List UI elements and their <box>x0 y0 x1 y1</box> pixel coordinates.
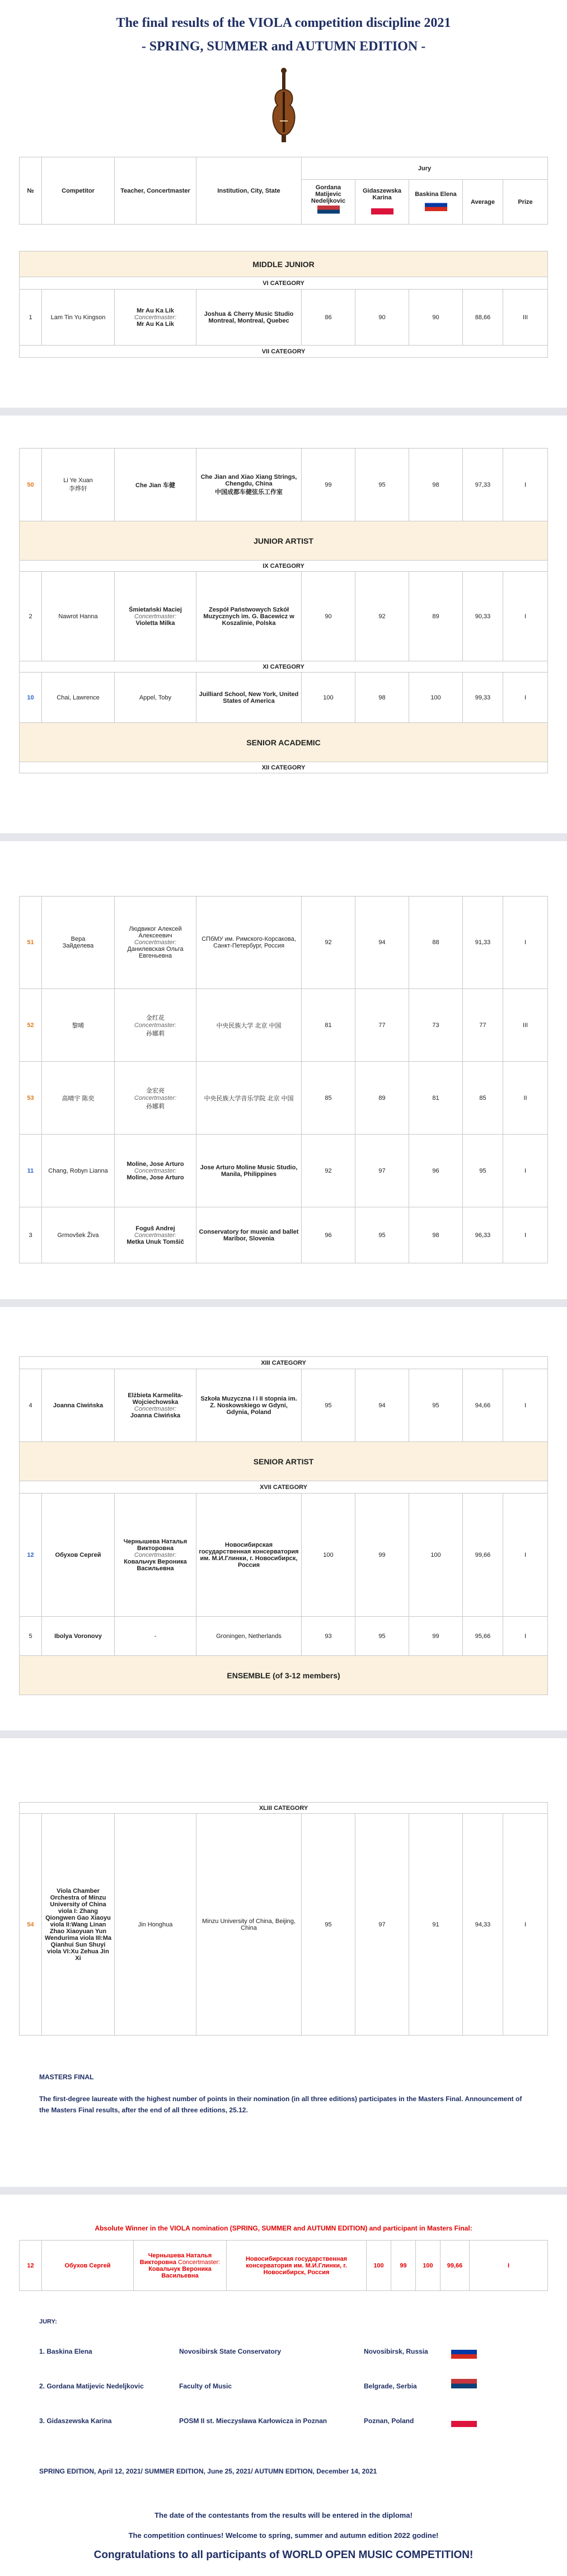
header-judge2: Gidaszewska Karina <box>362 188 402 201</box>
institution: Conservatory for music and ballet Maribor, Slovenia <box>196 1207 302 1263</box>
score-judge1: 99 <box>302 449 355 521</box>
prize: I <box>503 1494 548 1617</box>
header-jury: Jury <box>302 157 548 180</box>
score-judge3: 95 <box>409 1369 463 1442</box>
average-score: 96,33 <box>463 1207 503 1263</box>
concertmaster-name: 孙娜莉 <box>146 1103 165 1110</box>
score-judge2: 97 <box>355 1135 409 1207</box>
score-judge1: 100 <box>302 1494 355 1617</box>
competitor-name: Обухов Сергей <box>42 2241 134 2291</box>
category-xliii: XLIII CATEGORY <box>20 1803 548 1814</box>
concertmaster-name: Metka Unuk Tomšič <box>126 1238 184 1245</box>
score-judge3: 100 <box>409 673 463 723</box>
score-judge1: 95 <box>302 1814 355 2036</box>
group-ensemble: ENSEMBLE (of 3-12 members) <box>20 1656 548 1695</box>
row-no: 4 <box>20 1369 42 1442</box>
group-middle-junior: MIDDLE JUNIOR <box>20 251 548 277</box>
competitor-name: Chai, Lawrence <box>42 673 115 723</box>
section-divider <box>0 1730 567 1738</box>
average-score: 97,33 <box>463 449 503 521</box>
header-prize: Prize <box>503 180 548 225</box>
concertmaster-label: Concertmaster: <box>134 314 177 321</box>
score-judge3: 89 <box>409 572 463 661</box>
institution: Новосибирская государственная консерватория им. М.И.Глинки, г. Новосибирск, Россия <box>196 1494 302 1617</box>
prize: II <box>503 1062 548 1135</box>
prize: I <box>470 2241 548 2291</box>
institution: Juilliard School, New York, United States of America <box>196 673 302 723</box>
competition-continues-note: The competition continues! Welcome to spring, summer and autumn edition 2022 godine! <box>128 2531 439 2540</box>
russia-flag-icon <box>425 199 447 211</box>
row-no: 51 <box>20 897 42 989</box>
competitor-name: Lam Tin Yu Kingson <box>42 290 115 346</box>
teacher-name: Чернышева Наталья Викторовна <box>139 2252 212 2266</box>
institution: Joshua & Cherry Music Studio Montreal, Montreal, Quebec <box>196 290 302 346</box>
section-1-table <box>19 251 548 358</box>
table-row <box>20 897 548 989</box>
score-judge2: 95 <box>355 449 409 521</box>
competitor-name: Nawrot Hanna <box>42 572 115 661</box>
concertmaster-name: Ковальчук Вероника Васильевна <box>148 2265 212 2279</box>
table-row <box>20 1369 548 1442</box>
row-no: 52 <box>20 989 42 1062</box>
teacher-name: Foguš Andrej <box>135 1225 175 1232</box>
score-judge2: 94 <box>355 1369 409 1442</box>
prize: I <box>503 449 548 521</box>
section-divider <box>0 833 567 841</box>
institution: Новосибирская государственная консерватория им. М.И.Глинки, г. Новосибирск, Россия <box>227 2241 367 2291</box>
score-judge2: 95 <box>355 1207 409 1263</box>
competitor-name: Вера Зайделева <box>42 897 115 989</box>
concertmaster-label: Concertmaster: <box>134 939 177 946</box>
row-no: 5 <box>20 1617 42 1656</box>
table-row <box>20 1207 548 1263</box>
concertmaster-name: Данилевская Ольга Евгеньевна <box>127 946 184 959</box>
institution: Szkoła Muzyczna I i II stopnia im. Z. Noskowskiego w Gdyni, Gdynia, Poland <box>196 1369 302 1442</box>
average-score: 88,66 <box>463 290 503 346</box>
row-no: 12 <box>20 1494 42 1617</box>
competitor-name: Ibolya Voronovy <box>42 1617 115 1656</box>
group-junior-artist: JUNIOR ARTIST <box>20 521 548 561</box>
jury-member-name: 1. Baskina Elena <box>39 2348 92 2355</box>
average-score: 77 <box>463 989 503 1062</box>
concertmaster-name: Joanna Ciwińska <box>130 1412 181 1419</box>
prize: I <box>503 1207 548 1263</box>
category-xii: XII CATEGORY <box>20 762 548 773</box>
section-divider <box>0 2187 567 2195</box>
jury-member-name: 2. Gordana Matijevic Nedeljkovic <box>39 2382 144 2390</box>
prize: I <box>503 1135 548 1207</box>
concertmaster-label: Concertmaster: <box>134 613 177 620</box>
concertmaster-label: Concertmaster: <box>134 1094 177 1102</box>
masters-text: The first-degree laureate with the highest number of points in their nomination (in all three editions) participates in the Masters Final. Announcement of the Masters Final results, after the end of all three editions, 25.12. <box>39 2095 522 2114</box>
prize: III <box>503 989 548 1062</box>
row-no: 54 <box>20 1814 42 2036</box>
table-row <box>20 1814 548 2036</box>
jury-member-city: Poznan, Poland <box>364 2417 414 2425</box>
absolute-winner-heading: Absolute Winner in the VIOLA nomination (SPRING, SUMMER and AUTUMN EDITION) and participant in Masters Final: <box>95 2224 472 2232</box>
prize: III <box>503 290 548 346</box>
score-judge3: 73 <box>409 989 463 1062</box>
prize: I <box>503 1369 548 1442</box>
competitor-name: Viola Chamber Orchestra of Minzu University of China viola I: Zhang Qiongwen Gao Xiaoyu viola II:Wang Linan Zhao Xiaoyuan Yun Wendurima viola III:Ma Qianhui Sun Shuyi viola VI:Xu Zehua Jin Xi <box>42 1814 115 2036</box>
average-score: 99,33 <box>463 673 503 723</box>
table-row <box>20 572 548 661</box>
average-score: 99,66 <box>463 1494 503 1617</box>
score-judge1: 100 <box>302 673 355 723</box>
poland-flag-icon <box>371 202 393 214</box>
section-3-table <box>19 896 548 1263</box>
concertmaster-name: Mr Au Ka Lik <box>137 320 174 328</box>
teacher-name: Чернышева Наталья Викторовна <box>123 1538 188 1552</box>
jury-member-name: 3. Gidaszewska Karina <box>39 2417 112 2425</box>
teacher-name: Людвиког Алексей Алексеевич <box>129 926 182 939</box>
institution: Minzu University of China, Beijing, China <box>196 1814 302 2036</box>
score-judge1: 92 <box>302 1135 355 1207</box>
teacher-name: - <box>115 1617 196 1656</box>
concertmaster-label: Concertmaster: <box>134 1231 177 1239</box>
score-judge1: 96 <box>302 1207 355 1263</box>
group-senior-academic: SENIOR ACADEMIC <box>20 723 548 762</box>
section-4-table <box>19 1356 548 1695</box>
score-judge3: 88 <box>409 897 463 989</box>
serbia-flag-icon <box>317 206 340 218</box>
concertmaster-label: Concertmaster: <box>134 1021 177 1029</box>
table-row <box>20 2241 548 2291</box>
average-score: 99,66 <box>441 2241 470 2291</box>
competitor-name: Joanna Ciwińska <box>42 1369 115 1442</box>
jury-heading: JURY: <box>39 2318 57 2325</box>
section-divider <box>0 408 567 416</box>
editions-dates: SPRING EDITION, April 12, 2021/ SUMMER EDITION, June 25, 2021/ AUTUMN EDITION, December 14, 2021 <box>39 2467 377 2475</box>
institution: Groningen, Netherlands <box>196 1617 302 1656</box>
category-vi: VI CATEGORY <box>20 277 548 290</box>
score-judge3: 98 <box>409 449 463 521</box>
table-row <box>20 1494 548 1617</box>
diploma-note: The date of the contestants from the results will be entered in the diploma! <box>154 2511 413 2519</box>
concertmaster-label: Concertmaster: <box>134 1167 177 1174</box>
score-judge2: 94 <box>355 897 409 989</box>
score-judge2: 92 <box>355 572 409 661</box>
score-judge1: 81 <box>302 989 355 1062</box>
concertmaster-name: Violetta Milka <box>135 619 175 627</box>
table-row <box>20 290 548 346</box>
header-institution: Institution, City, State <box>196 157 302 225</box>
score-judge3: 99 <box>409 1617 463 1656</box>
teacher-name: Che Jian 车健 <box>115 449 196 521</box>
table-row <box>20 673 548 723</box>
table-row <box>20 1617 548 1656</box>
table-row <box>20 1062 548 1135</box>
row-no: 12 <box>20 2241 42 2291</box>
jury-member-city: Belgrade, Serbia <box>364 2382 417 2390</box>
table-row <box>20 449 548 521</box>
score-judge3: 96 <box>409 1135 463 1207</box>
viola-icon <box>269 67 299 146</box>
category-xiii: XIII CATEGORY <box>20 1357 548 1369</box>
group-senior-artist: SENIOR ARTIST <box>20 1442 548 1481</box>
average-score: 95 <box>463 1135 503 1207</box>
score-judge1: 95 <box>302 1369 355 1442</box>
teacher-name: 金红花 <box>146 1014 165 1021</box>
score-judge1: 100 <box>367 2241 391 2291</box>
average-score: 94,33 <box>463 1814 503 2036</box>
row-no: 11 <box>20 1135 42 1207</box>
score-judge2: 97 <box>355 1814 409 2036</box>
header-judge3: Baskina Elena <box>415 191 457 198</box>
header-judge1: Gordana Matijevic Nedeljkovic <box>311 184 346 204</box>
concertmaster-label: Concertmaster: <box>134 1405 177 1412</box>
category-xi: XI CATEGORY <box>20 661 548 673</box>
average-score: 85 <box>463 1062 503 1135</box>
section-5-table <box>19 1802 548 2036</box>
masters-heading: MASTERS FINAL <box>39 2073 94 2081</box>
teacher-name: Jin Honghua <box>115 1814 196 2036</box>
congratulations-note: Congratulations to all participants of WORLD OPEN MUSIC COMPETITION! <box>93 2549 474 2561</box>
header-competitor: Competitor <box>42 157 115 225</box>
score-judge3: 100 <box>409 1494 463 1617</box>
row-no: 10 <box>20 673 42 723</box>
prize: I <box>503 1814 548 2036</box>
institution: 中央民族大学 北京 中国 <box>196 989 302 1062</box>
competitor-name: 黎晞 <box>42 989 115 1062</box>
score-judge2: 89 <box>355 1062 409 1135</box>
table-row <box>20 1135 548 1207</box>
score-judge1: 85 <box>302 1062 355 1135</box>
concertmaster-name: 孙娜莉 <box>146 1030 165 1037</box>
score-judge2: 77 <box>355 989 409 1062</box>
russia-flag-icon <box>451 2345 477 2359</box>
competitor-name: Grmovšek Živa <box>42 1207 115 1263</box>
competitor-name: Chang, Robyn Lianna <box>42 1135 115 1207</box>
jury-member-institution: Novosibirsk State Conservatory <box>179 2348 282 2355</box>
score-judge3: 81 <box>409 1062 463 1135</box>
category-ix: IX CATEGORY <box>20 561 548 572</box>
results-table-header <box>19 157 548 225</box>
score-judge1: 90 <box>302 572 355 661</box>
table-row <box>20 989 548 1062</box>
jury-member-institution: Faculty of Music <box>179 2382 232 2390</box>
score-judge2: 90 <box>355 290 409 346</box>
teacher-name: Śmietański Maciej <box>129 606 182 613</box>
score-judge3: 90 <box>409 290 463 346</box>
score-judge2: 99 <box>391 2241 416 2291</box>
category-vii: VII CATEGORY <box>20 346 548 358</box>
header-teacher: Teacher, Concertmaster <box>115 157 196 225</box>
concertmaster-name: Moline, Jose Arturo <box>126 1174 184 1181</box>
teacher-name: Moline, Jose Arturo <box>126 1160 184 1168</box>
jury-member-institution: POSM II st. Mieczysława Karłowicza in Poznan <box>179 2417 327 2425</box>
section-divider <box>0 1299 567 1307</box>
serbia-flag-icon <box>451 2379 477 2393</box>
teacher-name: 金宏亮 <box>146 1087 165 1094</box>
institution: Che Jian and Xiao Xiang Strings, Chengdu, China 中国成都车健弦乐工作室 <box>196 449 302 521</box>
average-score: 91,33 <box>463 897 503 989</box>
score-judge3: 98 <box>409 1207 463 1263</box>
competitor-name: 高晴宇 陈奕 <box>42 1062 115 1135</box>
score-judge1: 93 <box>302 1617 355 1656</box>
competitor-name: Обухов Сергей <box>42 1494 115 1617</box>
header-no: № <box>20 157 42 225</box>
row-no: 53 <box>20 1062 42 1135</box>
concertmaster-name: Ковальчук Вероника Васильевна <box>124 1558 187 1572</box>
institution: Jose Arturo Moline Music Studio, Manila, Philippines <box>196 1135 302 1207</box>
row-no: 1 <box>20 290 42 346</box>
header-average: Average <box>463 180 503 225</box>
score-judge1: 92 <box>302 897 355 989</box>
poland-flag-icon <box>451 2415 477 2427</box>
page-subtitle: - SPRING, SUMMER and AUTUMN EDITION - <box>141 39 426 54</box>
prize: I <box>503 897 548 989</box>
score-judge3: 91 <box>409 1814 463 2036</box>
section-2-table <box>19 448 548 773</box>
teacher-name: Appel, Toby <box>115 673 196 723</box>
teacher-name: Mr Au Ka Lik <box>137 307 174 314</box>
absolute-winner-table <box>19 2240 548 2291</box>
category-xvii: XVII CATEGORY <box>20 1481 548 1494</box>
score-judge2: 95 <box>355 1617 409 1656</box>
row-no: 2 <box>20 572 42 661</box>
score-judge1: 86 <box>302 290 355 346</box>
score-judge3: 100 <box>416 2241 441 2291</box>
row-no: 3 <box>20 1207 42 1263</box>
concertmaster-label: Concertmaster: <box>134 1551 177 1558</box>
score-judge2: 99 <box>355 1494 409 1617</box>
prize: I <box>503 572 548 661</box>
page-title: The final results of the VIOLA competition discipline 2021 <box>116 16 451 30</box>
average-score: 94,66 <box>463 1369 503 1442</box>
row-no: 50 <box>20 449 42 521</box>
institution: 中央民族大学音乐学院 北京 中国 <box>196 1062 302 1135</box>
concertmaster-label: Concertmaster: <box>178 2258 221 2266</box>
prize: I <box>503 673 548 723</box>
score-judge2: 98 <box>355 673 409 723</box>
competitor-name: Li Ye Xuan 李烨轩 <box>42 449 115 521</box>
average-score: 95,66 <box>463 1617 503 1656</box>
jury-member-city: Novosibirsk, Russia <box>364 2348 428 2355</box>
average-score: 90,33 <box>463 572 503 661</box>
prize: I <box>503 1617 548 1656</box>
institution: СПбМУ им. Римского-Корсакова, Санкт-Петербург, Россия <box>196 897 302 989</box>
institution: Zespół Państwowych Szkół Muzycznych im. G. Bacewicz w Koszalinie, Polska <box>196 572 302 661</box>
teacher-name: Elżbieta Karmelita-Wojciechowska <box>128 1392 183 1406</box>
